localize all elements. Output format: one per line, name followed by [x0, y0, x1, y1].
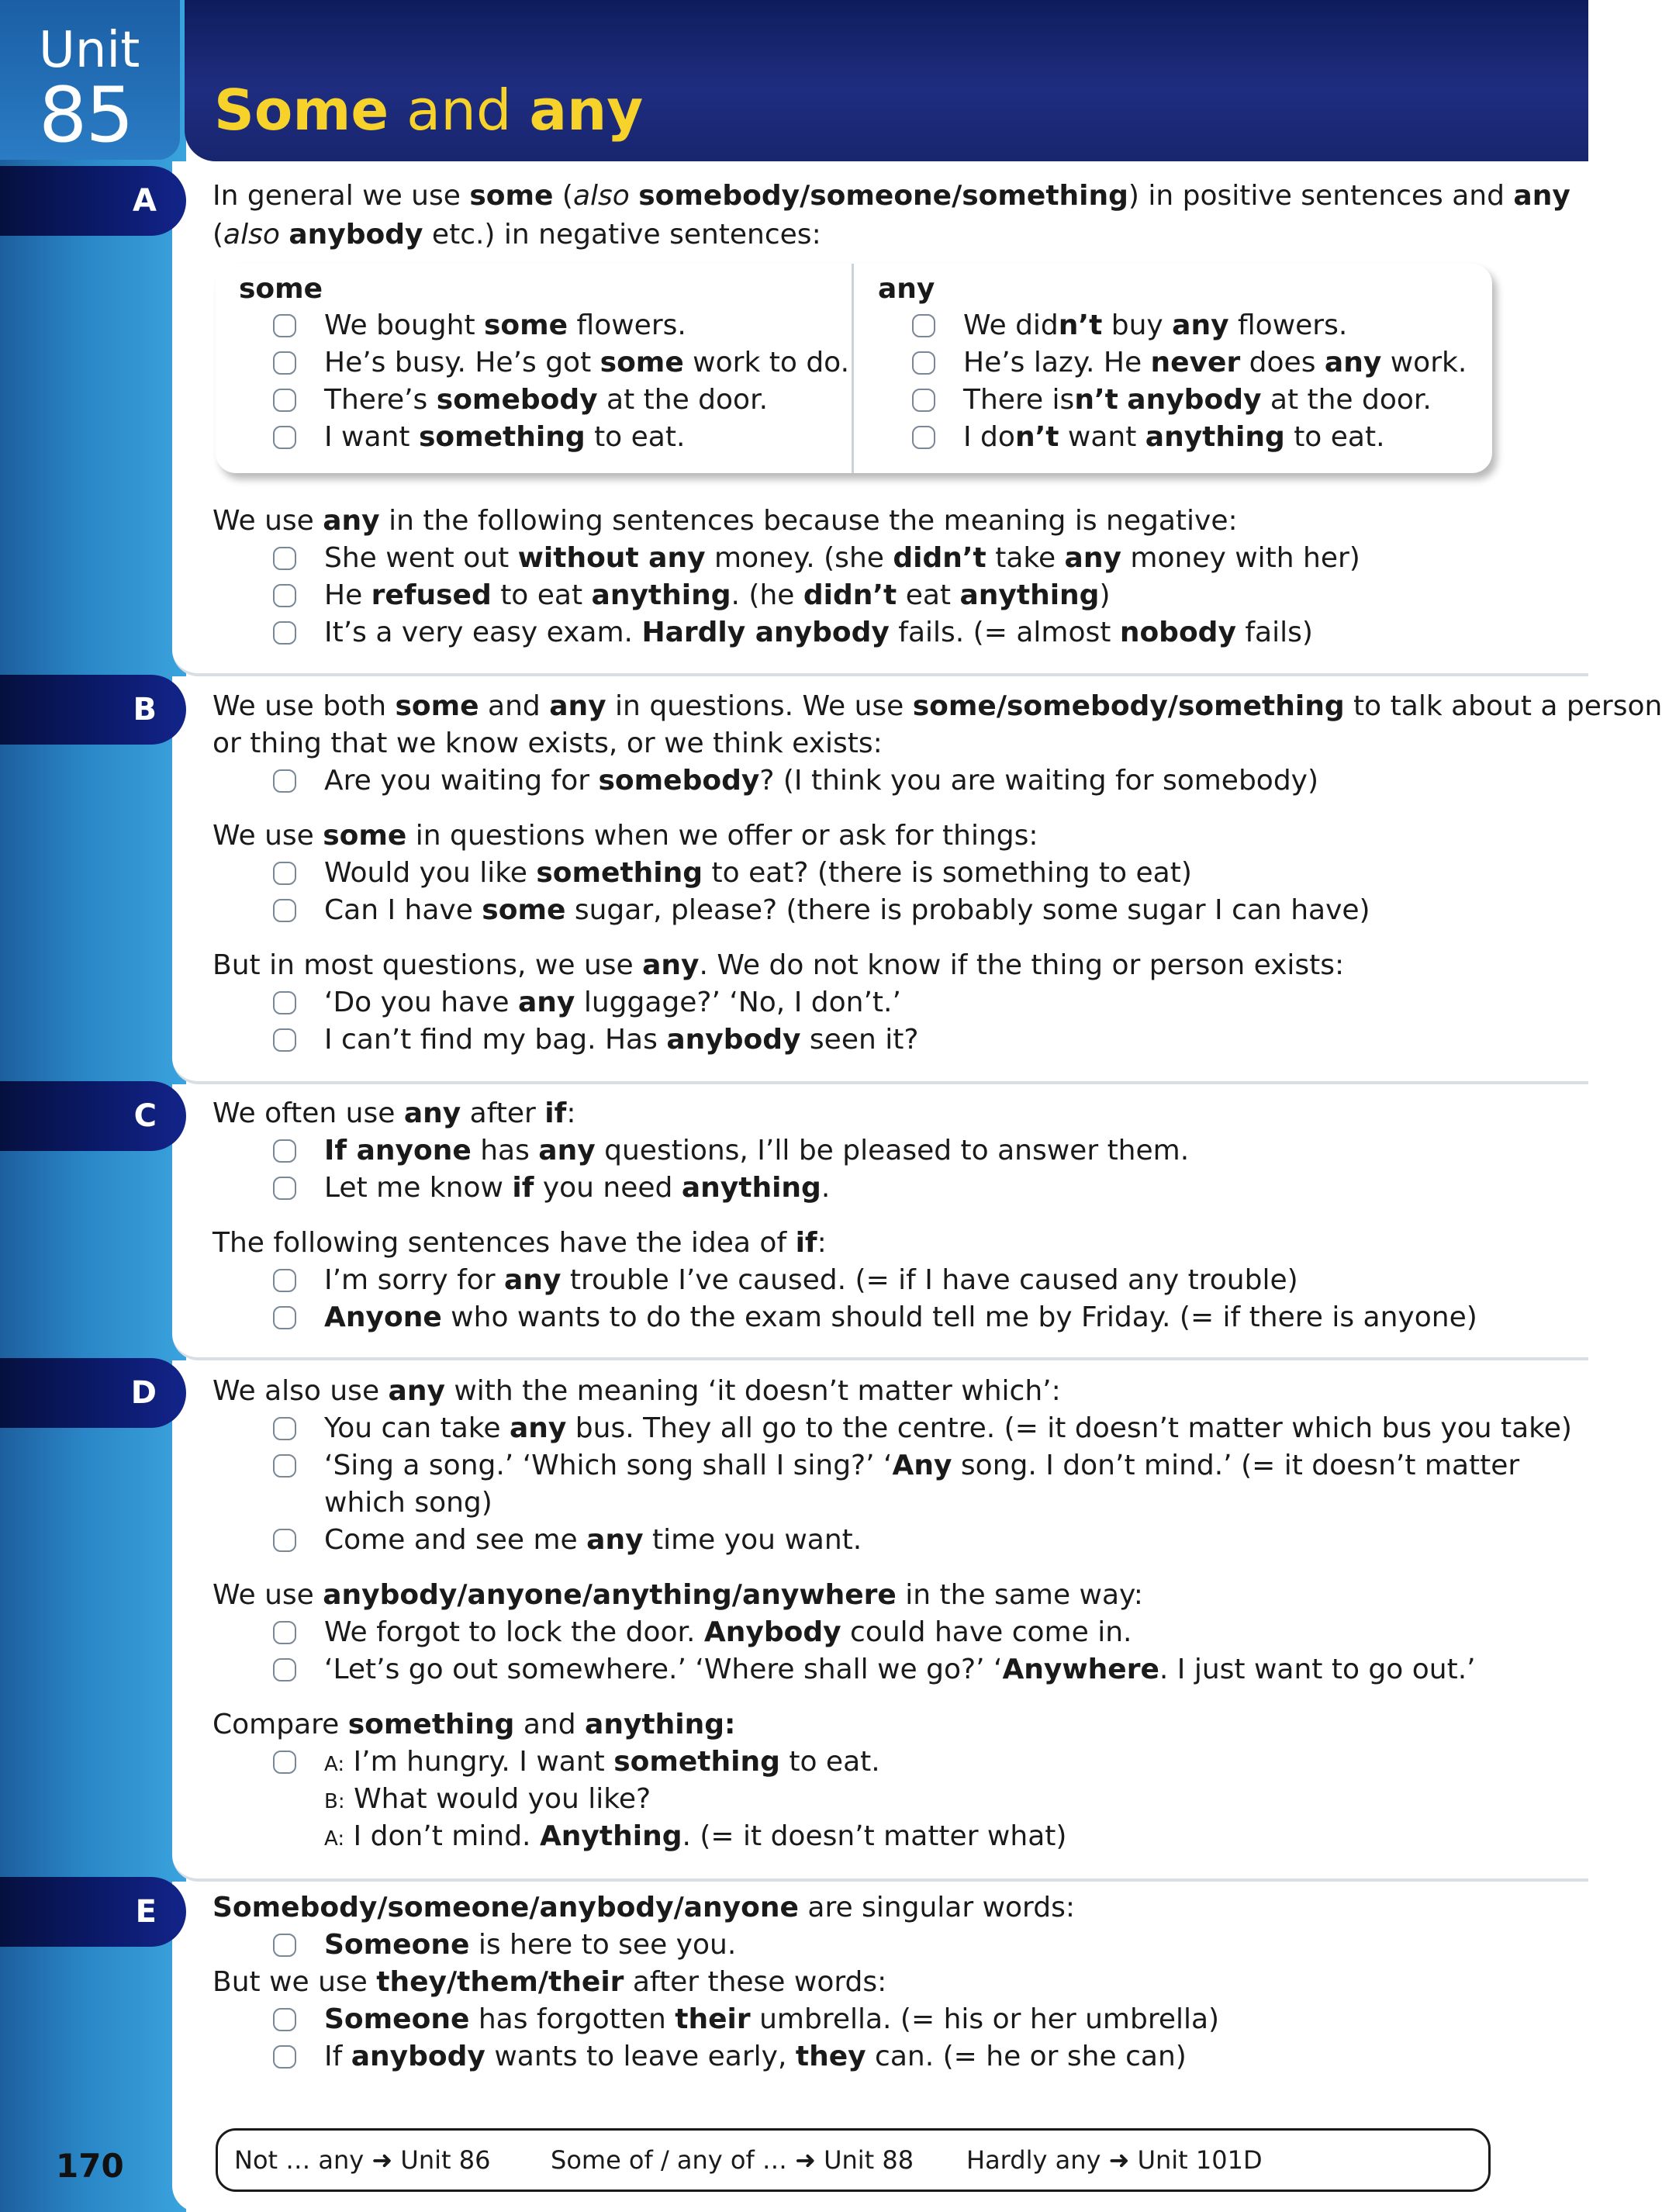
some-example-1: We bought some flowers. [324, 309, 686, 341]
section-b-example-2: Would you like something to eat? (there is something to eat) [324, 857, 1192, 889]
example-checkbox[interactable] [273, 351, 296, 375]
header-band [185, 0, 1588, 161]
speaker-label: B: [324, 1790, 345, 1813]
section-d-example-1: You can take any bus. They all go to the centre. (= it doesn’t matter which bus you take) [324, 1412, 1572, 1444]
example-checkbox[interactable] [273, 1621, 296, 1644]
section-b-para1-line1: We use both some and any in questions. We use some/somebody/something to talk about a person [213, 690, 1662, 722]
example-checkbox[interactable] [273, 1177, 296, 1200]
unit-number: 85 [39, 71, 133, 160]
example-checkbox[interactable] [273, 584, 296, 607]
section-a-negative-intro: We use any in the following sentences because the meaning is negative: [213, 505, 1238, 537]
section-tab-a: A [0, 166, 186, 236]
example-checkbox[interactable] [273, 389, 296, 412]
example-checkbox[interactable] [273, 1934, 296, 1957]
section-e-para1: Somebody/someone/anybody/anyone are singular words: [213, 1892, 1075, 1923]
example-checkbox[interactable] [273, 1306, 296, 1329]
arrow-right-icon: ➜ [371, 2145, 393, 2175]
example-checkbox[interactable] [273, 2008, 296, 2031]
section-tab-b: B [0, 675, 186, 745]
example-checkbox[interactable] [273, 314, 296, 337]
cross-ref-some-of-any-of[interactable]: Some of / any of … ➜ Unit 88 [551, 2145, 914, 2175]
section-tab-c: C [0, 1081, 186, 1151]
example-checkbox[interactable] [912, 314, 935, 337]
section-b-example-3: Can I have some sugar, please? (there is probably some sugar I can have) [324, 894, 1370, 926]
section-b-para2: We use some in questions when we offer or ask for things: [213, 820, 1038, 852]
section-e-para2: But we use they/them/their after these words: [213, 1966, 887, 1998]
cross-ref-not-any[interactable]: Not … any ➜ Unit 86 [234, 2145, 491, 2175]
example-checkbox[interactable] [273, 1529, 296, 1552]
negative-example-1: She went out without any money. (she didn’t take any money with her) [324, 542, 1360, 574]
dialogue-line-3: A: I don’t mind. Anything. (= it doesn’t matter what) [324, 1820, 1067, 1852]
arrow-right-icon: ➜ [1108, 2145, 1130, 2175]
example-checkbox[interactable] [273, 1417, 296, 1440]
section-d-example-2-continued: which song) [324, 1487, 492, 1519]
section-c-example-4: Anyone who wants to do the exam should tell me by Friday. (= if there is anyone) [324, 1301, 1477, 1333]
section-b-example-4: ‘Do you have any luggage?’ ‘No, I don’t.’ [324, 987, 901, 1018]
section-b-para1-line2: or thing that we know exists, or we think exists: [213, 728, 883, 759]
example-checkbox[interactable] [273, 1028, 296, 1052]
some-example-2: He’s busy. He’s got some work to do. [324, 347, 850, 378]
any-example-4: I don’t want anything to eat. [963, 421, 1385, 453]
column-heading-any: any [878, 273, 935, 305]
section-a-intro-line2: (also anybody etc.) in negative sentences: [213, 219, 821, 251]
negative-example-2: He refused to eat anything. (he didn’t eat anything) [324, 579, 1111, 611]
example-checkbox[interactable] [273, 1658, 296, 1681]
dialogue-line-2: B: What would you like? [324, 1783, 651, 1815]
some-example-4: I want something to eat. [324, 421, 686, 453]
example-checkbox[interactable] [273, 1751, 296, 1774]
example-checkbox[interactable] [273, 2045, 296, 2069]
example-checkbox[interactable] [273, 1454, 296, 1478]
cross-ref-hardly-any[interactable]: Hardly any ➜ Unit 101D [966, 2145, 1263, 2175]
example-checkbox[interactable] [273, 547, 296, 570]
any-example-2: He’s lazy. He never does any work. [963, 347, 1467, 378]
arrow-right-icon: ➜ [795, 2145, 816, 2175]
section-d-example-4: We forgot to lock the door. Anybody could have come in. [324, 1616, 1132, 1648]
section-c-example-3: I’m sorry for any trouble I’ve caused. (= if I have caused any trouble) [324, 1264, 1298, 1296]
any-example-3: There isn’t anybody at the door. [963, 384, 1432, 416]
example-checkbox[interactable] [912, 426, 935, 449]
section-c-para1: We often use any after if: [213, 1097, 576, 1129]
unit-box [0, 0, 180, 160]
example-checkbox[interactable] [273, 899, 296, 922]
example-checkbox[interactable] [273, 426, 296, 449]
section-d-example-2: ‘Sing a song.’ ‘Which song shall I sing?’ ‘Any song. I don’t mind.’ (= it doesn’t matter [324, 1450, 1520, 1481]
example-checkbox[interactable] [912, 389, 935, 412]
section-c-example-1: If anyone has any questions, I’ll be pleased to answer them. [324, 1135, 1190, 1166]
example-checkbox[interactable] [273, 1139, 296, 1163]
speaker-label: A: [324, 1753, 345, 1776]
example-checkbox[interactable] [912, 351, 935, 375]
section-b-example-1: Are you waiting for somebody? (I think you are waiting for somebody) [324, 765, 1319, 797]
speaker-label: A: [324, 1827, 345, 1851]
negative-example-3: It’s a very easy exam. Hardly anybody fails. (= almost nobody fails) [324, 617, 1313, 648]
section-a-intro-line1: In general we use some (also somebody/someone/something) in positive sentences and any [213, 180, 1570, 212]
example-checkbox[interactable] [273, 769, 296, 793]
section-d-example-3: Come and see me any time you want. [324, 1524, 862, 1556]
some-example-3: There’s somebody at the door. [324, 384, 769, 416]
section-e-example-1: Someone is here to see you. [324, 1929, 737, 1961]
example-checkbox[interactable] [273, 862, 296, 885]
section-b-para3: But in most questions, we use any. We do not know if the thing or person exists: [213, 949, 1345, 981]
column-heading-some: some [239, 273, 323, 305]
section-d-para1: We also use any with the meaning ‘it doesn’t matter which’: [213, 1375, 1061, 1407]
example-checkbox[interactable] [273, 621, 296, 645]
section-b-example-5: I can’t find my bag. Has anybody seen it? [324, 1024, 919, 1056]
comparison-divider [852, 264, 854, 473]
section-d-para2: We use anybody/anyone/anything/anywhere in the same way: [213, 1579, 1143, 1611]
section-d-example-5: ‘Let’s go out somewhere.’ ‘Where shall we go?’ ‘Anywhere. I just want to go out.’ [324, 1654, 1476, 1685]
example-checkbox[interactable] [273, 991, 296, 1014]
dialogue-line-1: A: I’m hungry. I want something to eat. [324, 1746, 880, 1778]
example-checkbox[interactable] [273, 1269, 296, 1292]
unit-label: Unit [39, 22, 140, 79]
section-d-para3: Compare something and anything: [213, 1709, 736, 1740]
page-number: 170 [56, 2147, 124, 2185]
section-c-para2: The following sentences have the idea of if: [213, 1227, 827, 1259]
any-example-1: We didn’t buy any flowers. [963, 309, 1348, 341]
section-c-example-2: Let me know if you need anything. [324, 1172, 831, 1204]
section-e-example-2: Someone has forgotten their umbrella. (= his or her umbrella) [324, 2003, 1220, 2035]
section-tab-e: E [0, 1877, 186, 1947]
section-tab-d: D [0, 1358, 186, 1428]
page-title: Some and any [214, 78, 644, 143]
section-e-example-3: If anybody wants to leave early, they can. (= he or she can) [324, 2041, 1187, 2072]
